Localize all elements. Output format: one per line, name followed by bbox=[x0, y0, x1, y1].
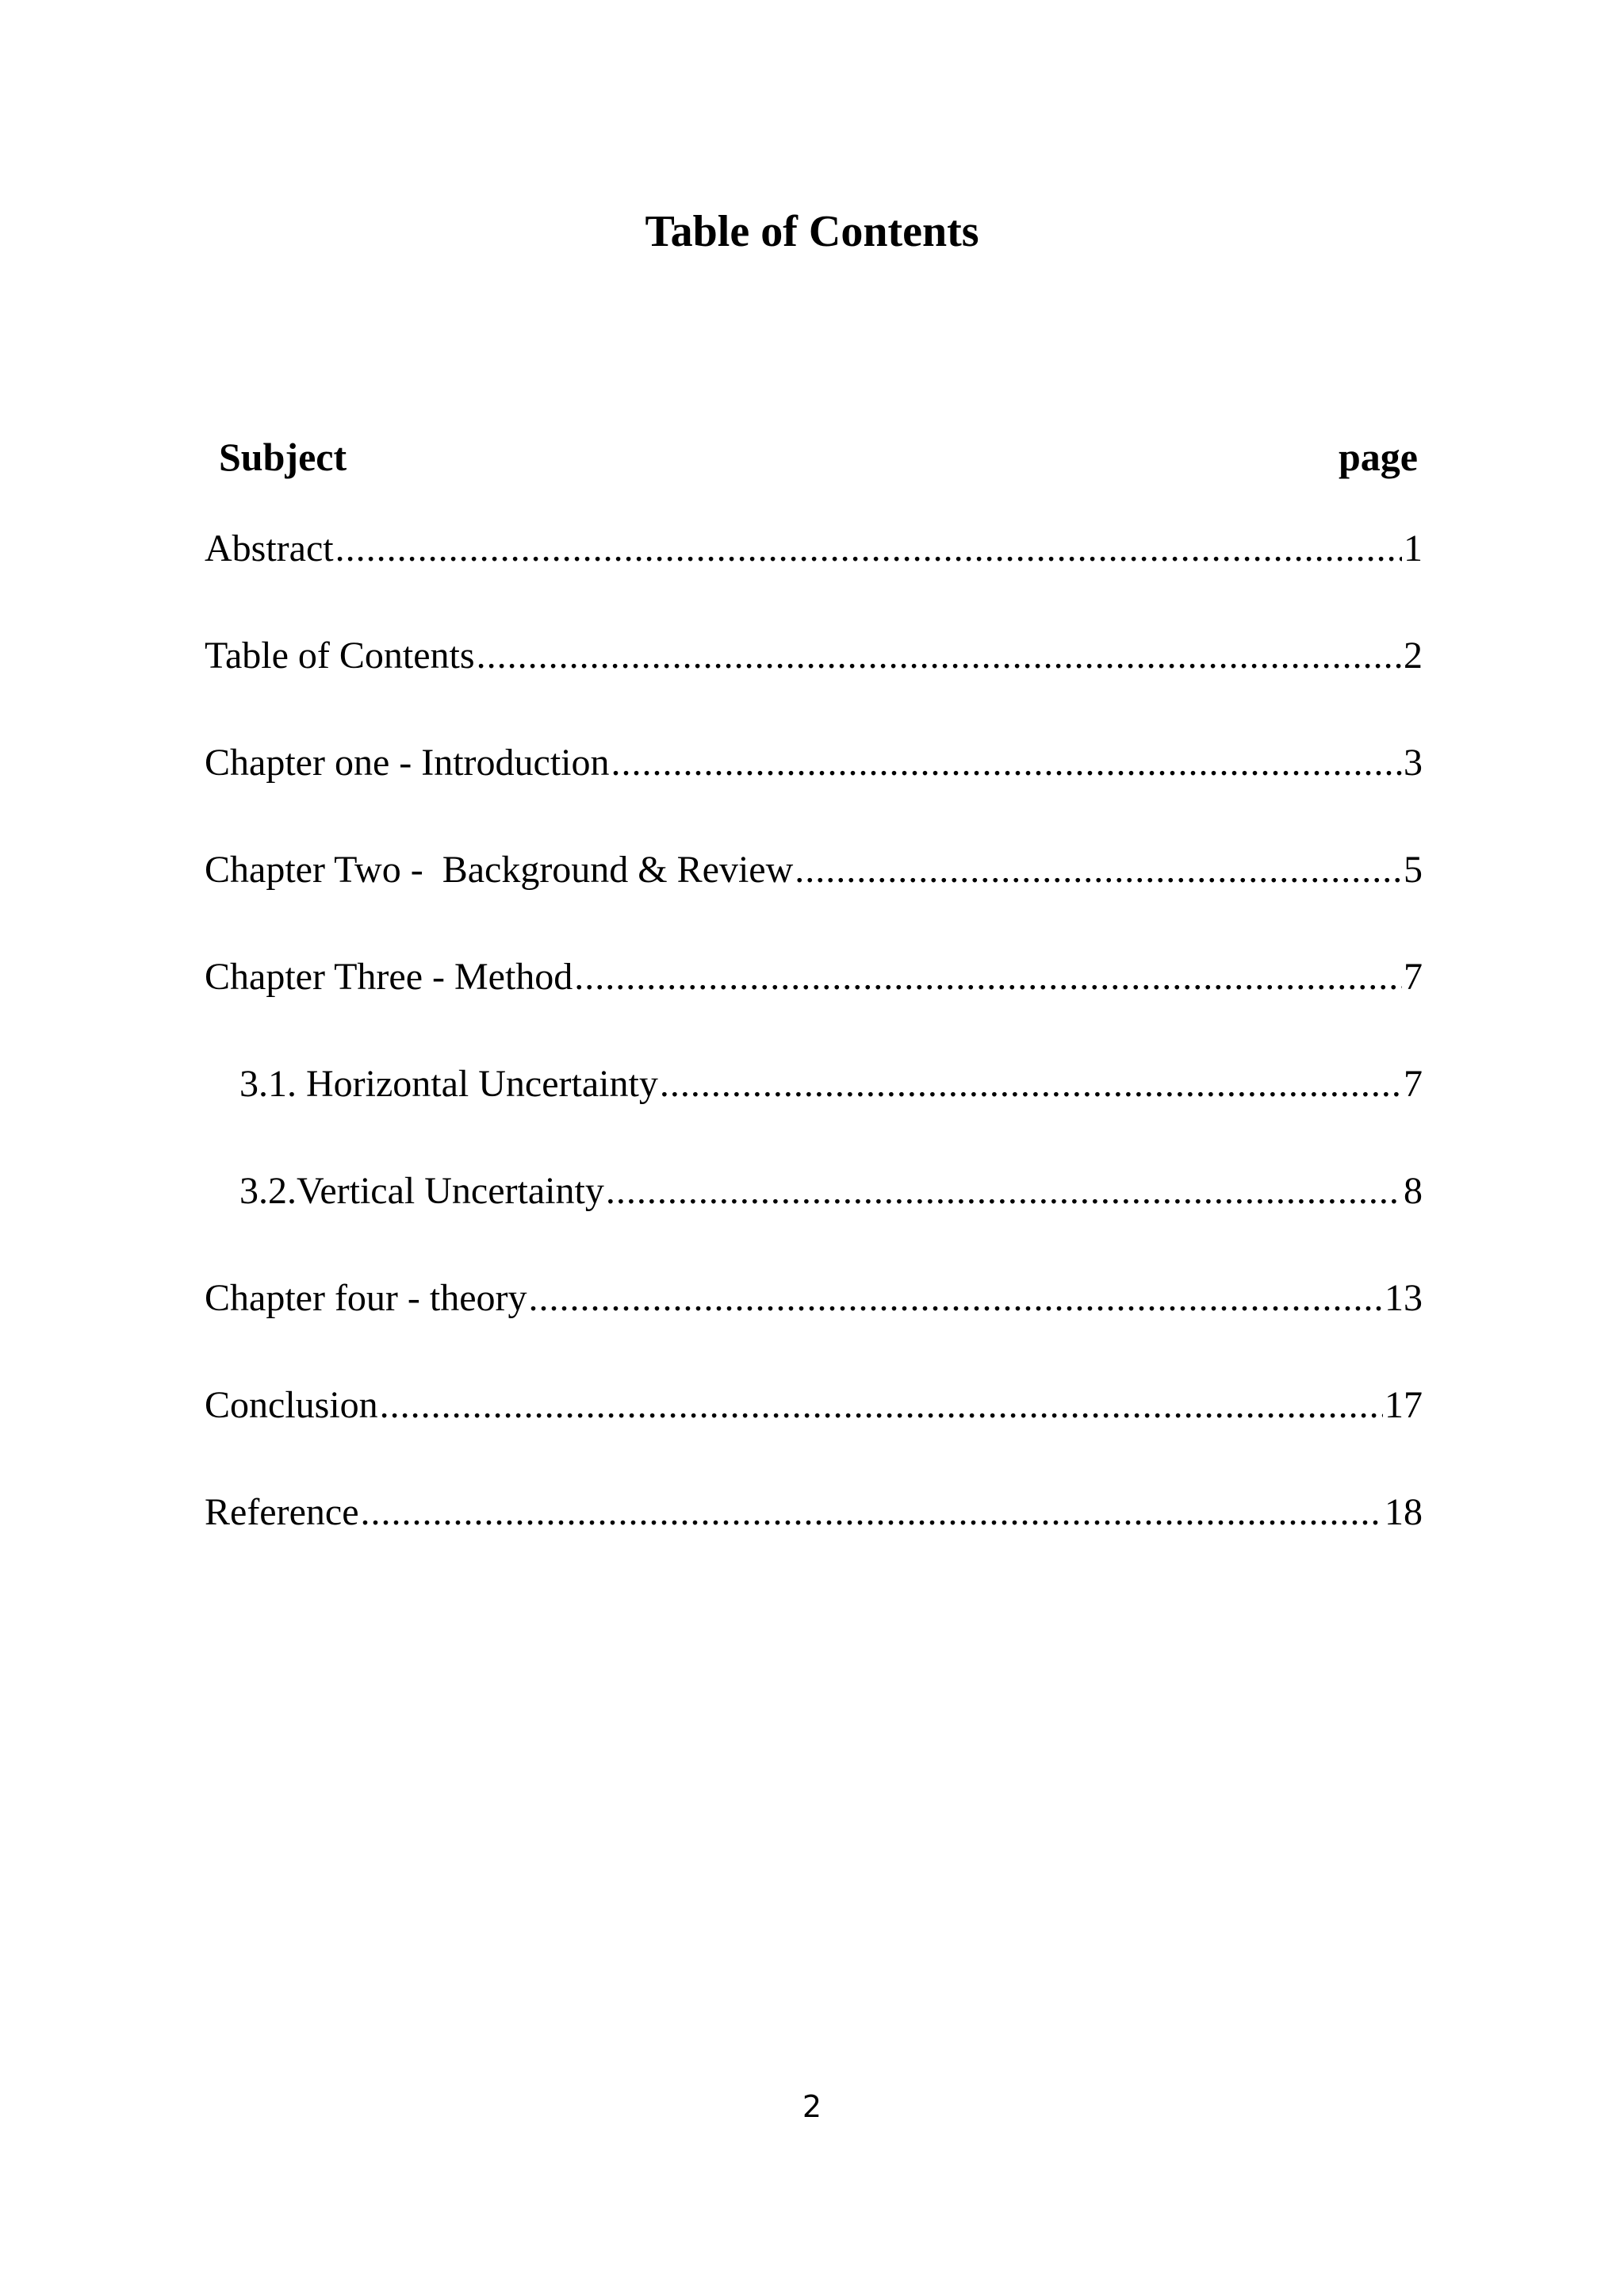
page-title: Table of Contents bbox=[645, 207, 979, 256]
dot-leader bbox=[361, 1484, 1383, 1541]
toc-entry-label: 3.1. Horizontal Uncertainty bbox=[239, 1063, 658, 1105]
toc-entry-label: Table of Contents bbox=[205, 635, 475, 677]
toc-entry[interactable] bbox=[205, 842, 1423, 949]
dot-leader bbox=[529, 1270, 1383, 1327]
toc-subentry[interactable] bbox=[205, 1163, 1423, 1270]
dot-leader bbox=[380, 1377, 1383, 1434]
dot-leader bbox=[611, 734, 1402, 792]
toc-entry[interactable] bbox=[205, 734, 1423, 842]
toc-entry-label: Chapter Two - Background & Review bbox=[205, 849, 794, 891]
dot-leader bbox=[477, 627, 1402, 685]
dot-leader bbox=[606, 1163, 1402, 1220]
toc-entry-label: Reference bbox=[205, 1491, 359, 1533]
toc-entry-page: 1 bbox=[1404, 527, 1423, 569]
toc-entry[interactable] bbox=[205, 520, 1423, 627]
dot-leader bbox=[574, 949, 1402, 1006]
column-headers bbox=[219, 428, 1418, 485]
toc-entry[interactable] bbox=[205, 627, 1423, 734]
dot-leader bbox=[335, 520, 1402, 577]
toc-entry-page: 8 bbox=[1404, 1170, 1423, 1212]
toc-entry[interactable] bbox=[205, 1270, 1423, 1377]
dot-leader bbox=[795, 842, 1402, 899]
toc-entry[interactable] bbox=[205, 1377, 1423, 1484]
toc-entry-label: Chapter four - theory bbox=[205, 1277, 527, 1319]
toc-subentry[interactable] bbox=[205, 1056, 1423, 1163]
toc-entry-label: Chapter Three - Method bbox=[205, 956, 573, 998]
toc-entry-page: 7 bbox=[1404, 1063, 1423, 1105]
toc-entry-page: 5 bbox=[1404, 849, 1423, 891]
toc-entry-label: 3.2.Vertical Uncertainty bbox=[239, 1170, 604, 1212]
toc-entry-page: 18 bbox=[1385, 1491, 1423, 1533]
toc-list bbox=[205, 520, 1423, 1591]
toc-entry-page: 3 bbox=[1404, 742, 1423, 784]
toc-entry[interactable] bbox=[205, 1484, 1423, 1591]
toc-entry-page: 17 bbox=[1385, 1384, 1423, 1426]
toc-entry-page: 13 bbox=[1385, 1277, 1423, 1319]
dot-leader bbox=[660, 1056, 1402, 1113]
subject-column-header: Subject bbox=[219, 435, 347, 479]
footer-page-number: 2 bbox=[802, 2089, 822, 2124]
toc-entry-page: 2 bbox=[1404, 635, 1423, 677]
toc-entry-page: 7 bbox=[1404, 956, 1423, 998]
toc-entry[interactable] bbox=[205, 949, 1423, 1056]
toc-entry-label: Conclusion bbox=[205, 1384, 378, 1426]
toc-entry-label: Chapter one - Introduction bbox=[205, 742, 610, 784]
toc-entry-label: Abstract bbox=[205, 527, 334, 569]
page-column-header: page bbox=[1339, 435, 1418, 479]
